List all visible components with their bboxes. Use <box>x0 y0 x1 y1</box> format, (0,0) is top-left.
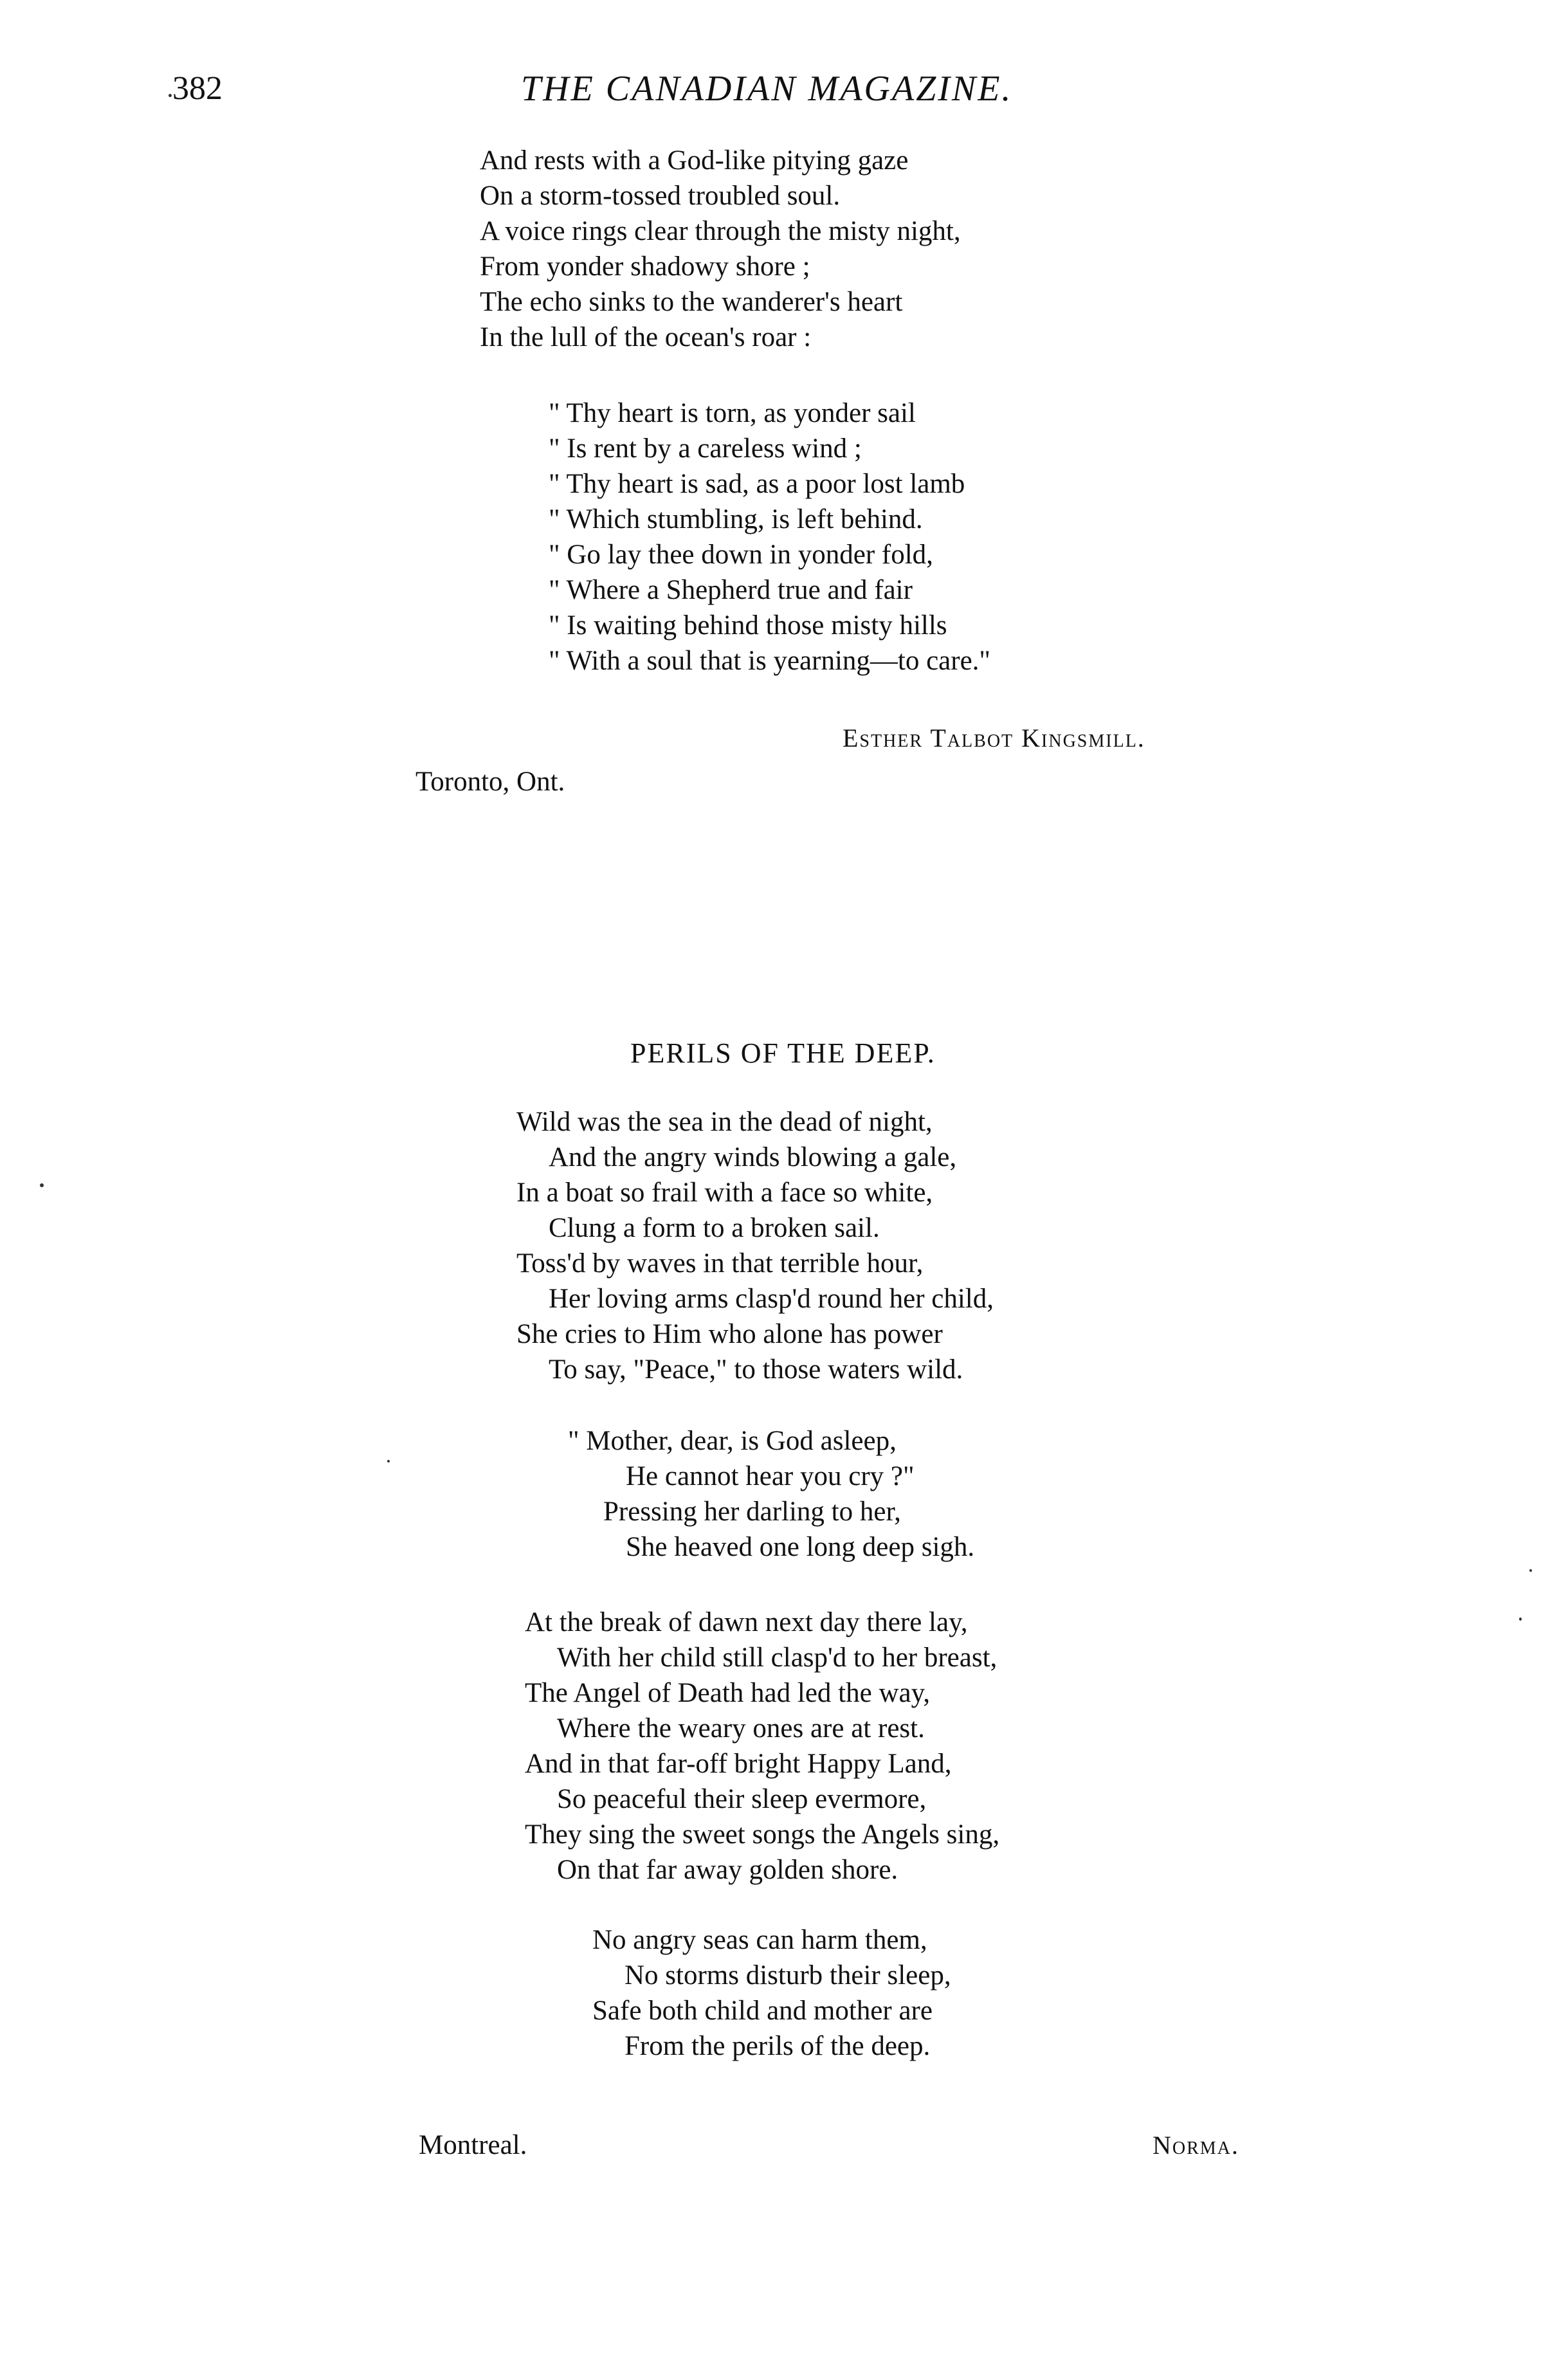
verse-line: " Go lay thee down in yonder fold, <box>549 540 933 570</box>
verse-line: So peaceful their sleep evermore, <box>557 1784 927 1814</box>
verse-line: The Angel of Death had led the way, <box>525 1678 931 1708</box>
poem2-title: PERILS OF THE DEEP. <box>630 1037 936 1069</box>
verse-line: " Is rent by a careless wind ; <box>549 433 862 464</box>
verse-line: Where the weary ones are at rest. <box>557 1713 925 1744</box>
verse-line: The echo sinks to the wanderer's heart <box>480 287 903 317</box>
verse-line: And the angry winds blowing a gale, <box>549 1142 957 1172</box>
verse-line: From yonder shadowy shore ; <box>480 251 810 282</box>
verse-line: He cannot hear you cry ?" <box>626 1461 915 1491</box>
verse-line: A voice rings clear through the misty night, <box>480 216 961 246</box>
poem2-stanza-3 <box>525 1605 999 1888</box>
verse-line: At the break of dawn next day there lay, <box>525 1607 968 1637</box>
verse-line: Her loving arms clasp'd round her child, <box>549 1284 994 1314</box>
verse-line: No angry seas can harm them, <box>592 1925 927 1955</box>
print-speck <box>1529 1569 1532 1572</box>
poem2-stanza-1 <box>516 1104 994 1387</box>
print-speck <box>169 94 172 97</box>
verse-line: Clung a form to a broken sail. <box>549 1213 880 1243</box>
verse-line: And in that far-off bright Happy Land, <box>525 1749 952 1779</box>
print-speck <box>40 1183 44 1187</box>
poem1-stanza-b <box>549 396 990 679</box>
verse-line: Safe both child and mother are <box>592 1996 933 2026</box>
running-head: THE CANADIAN MAGAZINE. <box>521 69 1013 109</box>
verse-line: " Where a Shepherd true and fair <box>549 575 913 605</box>
verse-line: Toss'd by waves in that terrible hour, <box>516 1248 924 1279</box>
poem2-stanza-2 <box>568 1423 974 1565</box>
verse-line: From the perils of the deep. <box>624 2031 931 2061</box>
poem2-author: Norma. <box>1153 2131 1239 2160</box>
poem1-place: Toronto, Ont. <box>415 767 565 797</box>
verse-line: " Which stumbling, is left behind. <box>549 504 923 534</box>
poem1-stanza-a <box>480 143 961 355</box>
print-speck <box>387 1460 390 1462</box>
verse-line: Pressing her darling to her, <box>603 1497 901 1527</box>
verse-line: To say, "Peace," to those waters wild. <box>549 1354 963 1385</box>
verse-line: " Thy heart is sad, as a poor lost lamb <box>549 469 965 499</box>
verse-line: Wild was the sea in the dead of night, <box>516 1107 933 1137</box>
verse-line: They sing the sweet songs the Angels sing, <box>525 1819 1000 1850</box>
verse-line: " Thy heart is torn, as yonder sail <box>549 398 916 428</box>
poem2-place: Montreal. <box>419 2130 527 2160</box>
verse-line: On that far away golden shore. <box>557 1855 898 1885</box>
verse-line: She heaved one long deep sigh. <box>626 1532 975 1562</box>
verse-line: In the lull of the ocean's roar : <box>480 322 812 352</box>
verse-line: She cries to Him who alone has power <box>516 1319 943 1349</box>
verse-line: " Mother, dear, is God asleep, <box>568 1426 897 1456</box>
verse-line: With her child still clasp'd to her breast, <box>557 1643 998 1673</box>
poem1-author: Esther Talbot Kingsmill. <box>843 724 1145 752</box>
print-speck <box>1519 1617 1522 1621</box>
poem2-stanza-4 <box>592 1922 951 2064</box>
verse-line: No storms disturb their sleep, <box>624 1960 951 1990</box>
page-number: 382 <box>172 70 223 107</box>
verse-line: " With a soul that is yearning—to care." <box>549 646 990 676</box>
verse-line: On a storm-tossed troubled soul. <box>480 181 841 211</box>
verse-line: " Is waiting behind those misty hills <box>549 610 947 641</box>
verse-line: And rests with a God-like pitying gaze <box>480 145 909 176</box>
verse-line: In a boat so frail with a face so white, <box>516 1178 933 1208</box>
